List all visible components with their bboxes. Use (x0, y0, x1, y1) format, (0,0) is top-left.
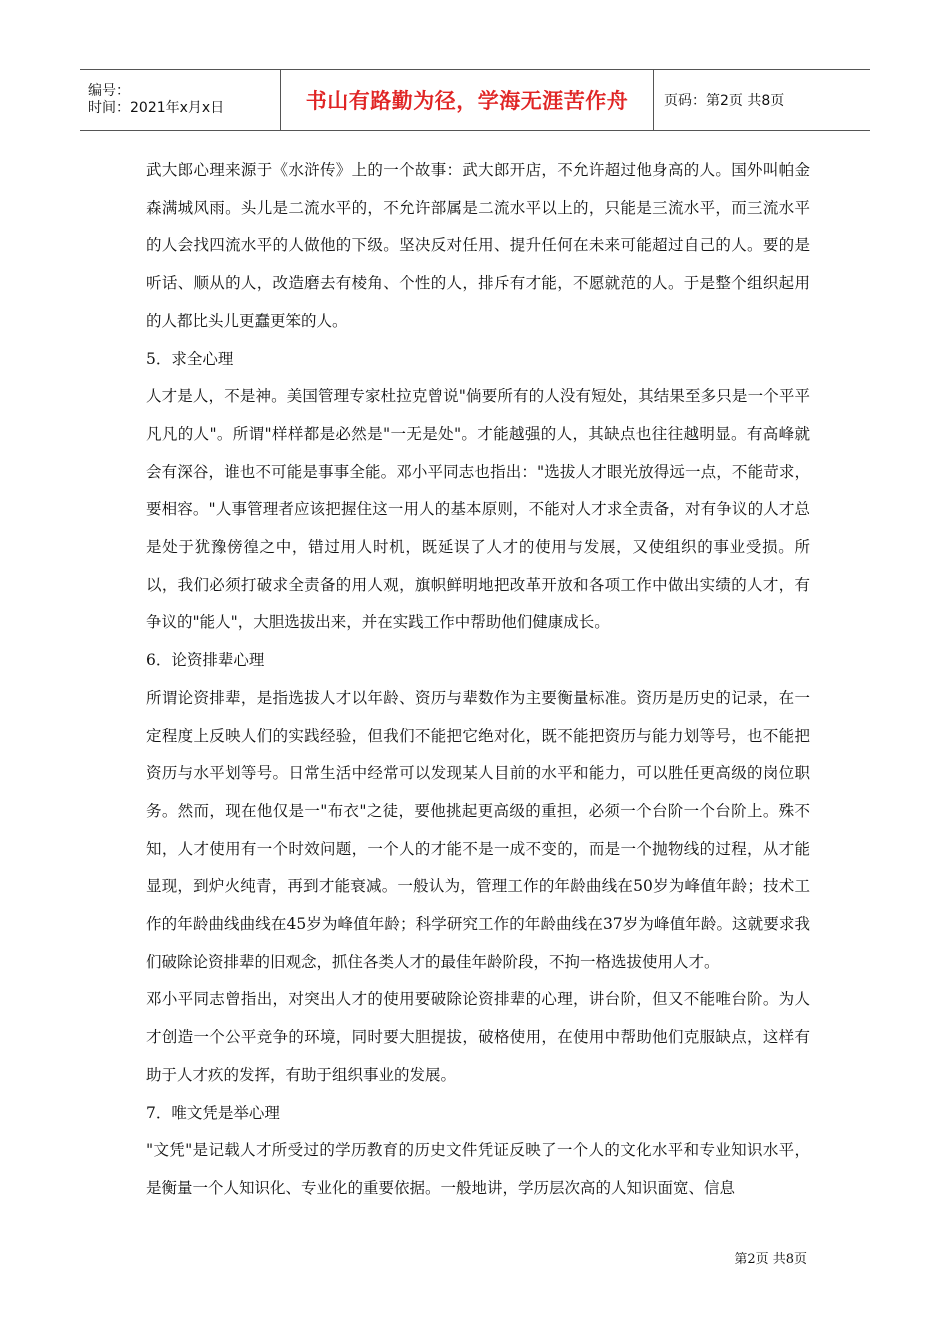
page-footer: 第2页 共8页 (734, 1252, 807, 1267)
document-number-label: 编号： (88, 83, 130, 99)
body-paragraph: 人才是人，不是神。美国管理专家杜拉克曾说"倘要所有的人没有短处，其结果至多只是一个平平凡凡的人"。所谓"样样都是必然是"一无是处"。才能越强的人，其缺点也往往越明显。有高峰就会有深谷，谁也不可能是事事全能。邓小平同志也指出："选拔人才眼光放得远一点，不能苛求，要相容。"人事管理者应该把握住这一用人的基本原则，不能对人才求全责备，对有争议的人才总是处于犹豫傍徨之中，错过用人时机，既延误了人才的使用与发展，又使组织的事业受损。所以，我们必须打破求全责备的用人观，旗帜鲜明地把改革开放和各项工作中做出实绩的人才，有争议的"能人"，大胆选拔出来，并在实践工作中帮助他们健康成长。 (146, 387, 810, 632)
page-header (80, 69, 870, 131)
section-heading: 6．论资排辈心理 (146, 651, 265, 670)
body-paragraph: "文凭"是记载人才所受过的学历教育的历史文件凭证反映了一个人的文化水平和专业知识水平，是衡量一个人知识化、专业化的重要依据。一般地讲，学历层次高的人知识面宽、信息 (146, 1141, 810, 1197)
body-paragraph: 所谓论资排辈，是指选拔人才以年龄、资历与辈数作为主要衡量标准。资历是历史的记录，在一定程度上反映人们的实践经验，但我们不能把它绝对化，既不能把资历与能力划等号，也不能把资历与水平划等号。日常生活中经常可以发现某人目前的水平和能力，可以胜任更高级的岗位职务。然而，现在他仅是一"布衣"之徒，要他挑起更高级的重担，必须一个台阶一个台阶上。殊不知，人才使用有一个时效问题，一个人的才能不是一成不变的，而是一个抛物线的过程，从才能显现，到炉火纯青，再到才能衰减。一般认为，管理工作的年龄曲线在50岁为峰值年龄；技术工作的年龄曲线曲线在45岁为峰值年龄；科学研究工作的年龄曲线在37岁为峰值年龄。这就要求我们破除论资排辈的旧观念，抓住各类人才的最佳年龄阶段，不拘一格选拔使用人才。 (146, 688, 810, 971)
header-meta (80, 70, 281, 130)
document-body (146, 152, 810, 1208)
section-heading: 7．唯文凭是举心理 (146, 1103, 280, 1122)
header-page-indicator: 页码：第2页 共8页 (664, 93, 785, 109)
document-time-label: 时间：2021年x月x日 (88, 100, 225, 116)
section-heading: 5．求全心理 (146, 349, 234, 368)
body-paragraph: 武大郎心理来源于《水浒传》上的一个故事：武大郎开店，不允许超过他身高的人。国外叫帕金森满城风雨。头儿是二流水平的，不允许部属是二流水平以上的，只能是三流水平，而三流水平的人会找四流水平的人做他的下级。坚决反对任用、提升任何在未来可能超过自己的人。要的是听话、顺从的人，改造磨去有棱角、个性的人，排斥有才能，不愿就范的人。于是整个组织起用的人都比头儿更蠢更笨的人。 (146, 161, 810, 330)
body-paragraph: 邓小平同志曾指出，对突出人才的使用要破除论资排辈的心理，讲台阶，但又不能唯台阶。为人才创造一个公平竞争的环境，同时要大胆提拔，破格使用，在使用中帮助他们克服缺点，这样有助于人才疚的发挥，有助于组织事业的发展。 (146, 990, 810, 1084)
header-motto: 书山有路勤为径，学海无涯苦作舟 (281, 70, 654, 130)
